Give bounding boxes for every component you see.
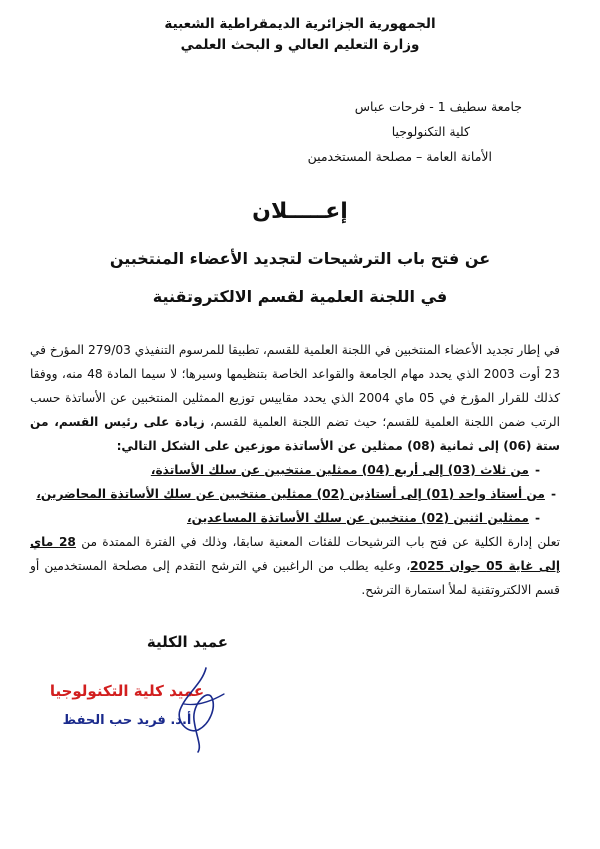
subtitle-line-2: في اللجنة العلمية لقسم الالكتروتقنية — [152, 287, 448, 306]
paragraph-2-text-b: ، وعليه يطلب من الراغبين في الترشح التقدم إلى مصلحة المستخدمين أو قسم الالكتروتقنية لملأ استمارة الترشح. — [30, 559, 560, 597]
letterhead — [150, 14, 450, 56]
dean-title: عميد الكلية — [146, 633, 228, 651]
list-item: -ممثلين اثنين (02) منتخبين عن سلك الأساتذة المساعدين، — [186, 511, 540, 525]
administration-block — [282, 94, 522, 169]
university-name: جامعة سطيف 1 - فرحات عباس — [354, 99, 522, 114]
faculty-name: كلية التكنولوجيا — [391, 124, 470, 139]
department-name: الأمانة العامة – مصلحة المستخدمين — [307, 149, 492, 164]
announcement-title: إعـــــلان — [252, 199, 348, 224]
stamp-line-1: عميد كلية التكنولوجيا — [49, 682, 205, 700]
bullet-text: من أستاذ واحد (01) إلى أستاذين (02) ممثلين منتخبين عن سلك الأساتذة المحاضرين، — [36, 487, 545, 501]
date-from: 28 ماي — [30, 535, 76, 549]
handwritten-signature — [172, 664, 232, 754]
paragraph-1-text: في إطار تجديد الأعضاء المنتخبين في اللجنة العلمية للقسم، تطبيقا للمرسوم التنفيذي 279/03 المؤرخ في 23 أوت 2003 الذي يحدد مهام الجامعة والقواعد الخاصة بتنظيمها وسيرها؛ لا سيما المادة 48 منه، ووفقا كذلك للقرار المؤرخ في 05 ماي 2004 الذي يحدد مقاييس توزيع الممثلين المنتخبين عن الأساتذة حسب الرتب ضمن اللجنة العلمية للقسم؛ حيث تضم اللجنة العلمية للقسم، — [30, 343, 561, 429]
bullet-text: من ثلاث (03) إلى أربع (04) ممثلين منتخبين عن سلك الأساتذة، — [150, 463, 529, 477]
paragraph-1 — [30, 338, 560, 458]
announcement-subtitle — [0, 240, 600, 316]
paragraph-2 — [30, 530, 560, 602]
ministry-name: وزارة التعليم العالي و البحث العلمي — [180, 37, 420, 53]
list-item: -من أستاذ واحد (01) إلى أستاذين (02) ممثلين منتخبين عن سلك الأساتذة المحاضرين، — [36, 487, 556, 501]
republic-name: الجمهورية الجزائرية الديمقراطية الشعبية — [164, 16, 436, 32]
paragraph-2-text-a: تعلن إدارة الكلية عن فتح باب الترشيحات للفئات المعنية سابقا، وذلك في الفترة الممتدة من — [75, 535, 560, 549]
stamp-line-2: أ.د. فريد حب الحفظ — [62, 713, 192, 728]
paragraph-1-emphasis: زيادة على رئيس القسم، من ستة (06) إلى ثمانية (08) ممثلين عن الأساتذة موزعين على الشكل التالي: — [30, 415, 560, 453]
bullet-text: ممثلين اثنين (02) منتخبين عن سلك الأساتذة المساعدين، — [186, 511, 529, 525]
date-to: إلى غاية 05 جوان 2025 — [410, 559, 560, 573]
subtitle-line-1: عن فتح باب الترشيحات لتجديد الأعضاء المنتخبين — [109, 249, 491, 268]
list-item: -من ثلاث (03) إلى أربع (04) ممثلين منتخبين عن سلك الأساتذة، — [150, 463, 540, 477]
announcement-body — [30, 338, 560, 602]
representatives-list — [30, 458, 560, 530]
